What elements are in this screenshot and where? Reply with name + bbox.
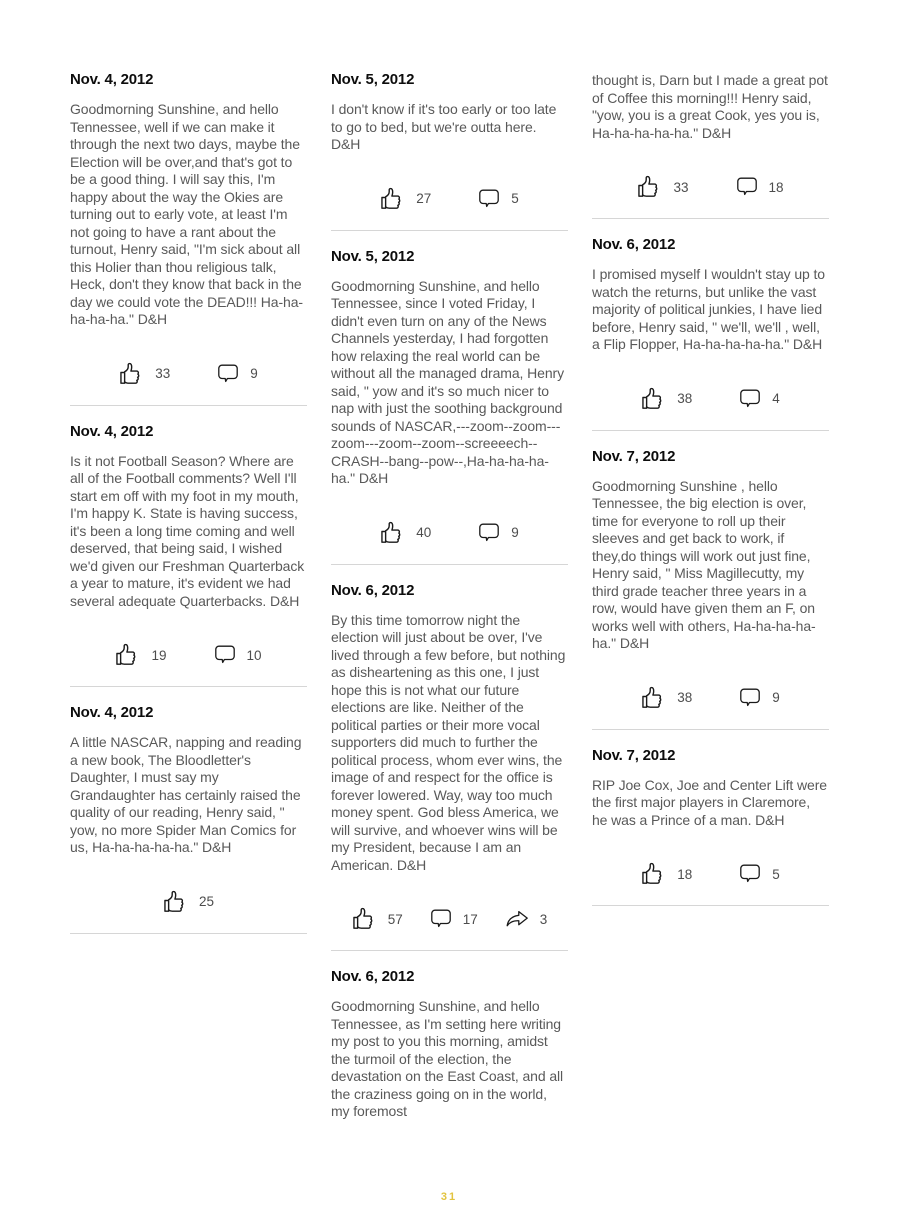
like-stat <box>637 174 688 200</box>
comment-bubble-icon <box>216 362 240 386</box>
thumbs-up-icon <box>637 174 663 200</box>
thumbs-up-icon <box>352 906 378 932</box>
thumbs-up-icon <box>641 386 667 412</box>
post-stats <box>70 642 307 668</box>
post-text: By this time tomorrow night the election will just about be over, I've lived through a few before, but nothing as disheartening as this one, I just hope this is not what our future elections are like. Neither of the political parties or their more vocal supporters did much to further the political process, whom ever wins, the image of and respect for the office is forever lowered. Way, way too much money spent. God bless America, we will survive, and whoever wins will be my President, because I am an American. D&H <box>331 611 566 873</box>
post-divider <box>331 564 568 565</box>
page-number: 31 <box>440 1191 458 1203</box>
post <box>592 237 829 431</box>
like-stat <box>119 361 170 387</box>
post <box>592 748 829 907</box>
post <box>331 969 568 1121</box>
post-date: Nov. 4, 2012 <box>70 422 154 440</box>
comment-stat <box>738 862 780 886</box>
like-stat <box>380 520 431 546</box>
thumbs-up-icon <box>641 685 667 711</box>
thumbs-up-icon <box>119 361 145 387</box>
comment-bubble-icon <box>477 187 501 211</box>
post-date: Nov. 6, 2012 <box>592 236 676 253</box>
comment-count: 9 <box>250 366 258 381</box>
comment-bubble-icon <box>429 907 453 931</box>
like-count: 40 <box>416 525 432 540</box>
post <box>331 583 568 952</box>
post-stats <box>592 386 829 412</box>
comment-count: 4 <box>772 391 780 406</box>
post-date: Nov. 4, 2012 <box>70 71 154 88</box>
post-divider <box>592 218 829 219</box>
post-text: Goodmorning Sunshine, and hello Tennessee, well if we can make it through the next two days, maybe the Election will be over,and that's got to be a good thing. I will say this, I'm happy about the way the Okies are turning out to early vote, at least I'm not going to have a rant about the turnout, Henry said, "I'm sick about all this Holier than thou religious talk, Heck, don't they know that back in the day we could vote the DEAD!!! Ha-ha-ha-ha-ha." D&H <box>70 101 303 327</box>
post-stats <box>331 186 568 212</box>
post-divider <box>592 905 829 906</box>
comment-count: 17 <box>462 911 478 927</box>
comment-stat <box>738 686 780 710</box>
post <box>331 249 568 565</box>
like-stat <box>641 685 692 711</box>
comment-count: 18 <box>768 179 784 195</box>
like-count: 25 <box>198 894 215 909</box>
thumbs-up-icon <box>641 861 667 887</box>
thumbs-up-icon <box>163 889 189 915</box>
post-divider <box>592 729 829 730</box>
comment-count: 9 <box>511 525 519 540</box>
comment-count: 10 <box>246 647 262 663</box>
like-stat <box>380 186 431 212</box>
share-arrow-icon <box>504 907 530 931</box>
like-stat <box>352 906 403 932</box>
like-stat <box>115 642 166 668</box>
post-text: I promised myself I wouldn't stay up to watch the returns, but unlike the vast majority of political junkies, I have lied before, Henry said, " we'll, we'll , well, a Flip Flopper, Ha-ha-ha-ha-ha." D&H <box>592 266 825 352</box>
like-stat <box>641 386 692 412</box>
post-stats <box>592 861 829 887</box>
comment-stat <box>477 521 519 545</box>
comment-count: 9 <box>772 690 780 705</box>
post-text: A little NASCAR, napping and reading a new book, The Bloodletter's Daughter, I must say my Grandaughter has certainly raised the quality of our reading, Henry said, " yow, no more Spider Man Comics for us, Ha-ha-ha-ha-ha." D&H <box>70 734 302 855</box>
post <box>70 705 307 934</box>
post <box>70 72 307 406</box>
like-count: 33 <box>673 179 689 195</box>
post-divider <box>70 933 307 934</box>
post-stats <box>592 685 829 711</box>
post-text: Goodmorning Sunshine, and hello Tennessee, as I'm setting here writing my post to you this morning, amidst the turmoil of the election, the devastation on the East Coast, and all the craziness going on in the world, my foremost <box>331 998 564 1119</box>
post-date: Nov. 6, 2012 <box>331 581 415 599</box>
share-count: 3 <box>539 911 548 927</box>
post-date: Nov. 5, 2012 <box>331 71 415 88</box>
comment-bubble-icon <box>735 175 759 199</box>
like-stat <box>641 861 692 887</box>
column-1 <box>70 72 307 1121</box>
comment-stat <box>216 362 258 386</box>
like-count: 33 <box>155 366 171 381</box>
post-date: Nov. 4, 2012 <box>70 704 154 721</box>
column-3 <box>592 72 829 1121</box>
like-count: 57 <box>387 911 403 927</box>
post-date: Nov. 5, 2012 <box>331 247 415 265</box>
post-text: Goodmorning Sunshine , hello Tennessee, the big election is over, time for everyone to roll up their sleeves and get back to work, if they,do things will work out just fine, Henry said, " Miss Magillecutty, my third grade teacher three years in a row, would have given them an F, on works well with others, Ha-ha-ha-ha-ha." D&H <box>592 477 816 651</box>
comment-bubble-icon <box>738 862 762 886</box>
comment-bubble-icon <box>738 686 762 710</box>
like-count: 18 <box>677 866 693 882</box>
column-2 <box>331 72 568 1121</box>
post-stats <box>592 174 829 200</box>
post-text: thought is, Darn but I made a great pot of Coffee this morning!!! Henry said, "yow, you is a great Cook, yes you is, Ha-ha-ha-ha-ha." D&H <box>592 72 828 141</box>
post <box>331 72 568 231</box>
post-text: I don't know if it's too early or too late to go to bed, but we're outta here. D&H <box>331 101 557 152</box>
comment-stat <box>735 175 784 199</box>
thumbs-up-icon <box>380 186 406 212</box>
post-divider <box>592 430 829 431</box>
comment-bubble-icon <box>477 521 501 545</box>
post-date: Nov. 7, 2012 <box>592 447 676 465</box>
comment-bubble-icon <box>738 387 762 411</box>
post-divider <box>70 405 307 406</box>
comment-stat <box>429 907 478 931</box>
post-date: Nov. 7, 2012 <box>592 746 676 764</box>
post <box>592 449 829 730</box>
post-text: Is it not Football Season? Where are all of the Football comments? Well I'll start em off with my foot in my mouth, I'm happy K. State is having success, it's been a long time coming and well deserved, that being said, I wished we'd given our Freshman Quarterback a year to mature, it's evident we had several adequate Quarterbacks. D&H <box>70 452 305 609</box>
like-count: 27 <box>416 191 432 206</box>
post <box>70 424 307 688</box>
like-stat <box>163 889 214 915</box>
post-divider <box>331 950 568 951</box>
post-divider <box>70 686 307 687</box>
post-text: RIP Joe Cox, Joe and Center Lift were the first major players in Claremore, he was a Prince of a man. D&H <box>592 776 827 828</box>
comment-stat <box>738 387 780 411</box>
comment-stat <box>477 187 519 211</box>
post-stats <box>70 361 307 387</box>
share-stat <box>504 907 548 931</box>
comment-count: 5 <box>772 866 780 882</box>
post-stats <box>331 520 568 546</box>
like-count: 38 <box>677 690 693 705</box>
post-stats <box>331 906 568 932</box>
thumbs-up-icon <box>115 642 141 668</box>
comment-stat <box>213 643 262 667</box>
comment-bubble-icon <box>213 643 237 667</box>
like-count: 19 <box>151 647 167 663</box>
post-divider <box>331 230 568 231</box>
like-count: 38 <box>677 391 693 406</box>
comment-count: 5 <box>511 191 519 206</box>
post-date: Nov. 6, 2012 <box>331 968 415 985</box>
post-text: Goodmorning Sunshine, and hello Tennessee, since I voted Friday, I didn't even turn on any of the News Channels yesterday, I had forgotten how relaxing the real world can be without all the managed drama, Henry said, " yow and it's so much nicer to nap with just the soothing background sounds of NASCAR,---zoom--zoom---zoom---zoom--zoom--screeeech--CRASH--bang--pow--,Ha-ha-ha-ha-ha." D&H <box>331 277 564 486</box>
thumbs-up-icon <box>380 520 406 546</box>
post-continuation <box>592 72 829 219</box>
post-stats <box>70 889 307 915</box>
